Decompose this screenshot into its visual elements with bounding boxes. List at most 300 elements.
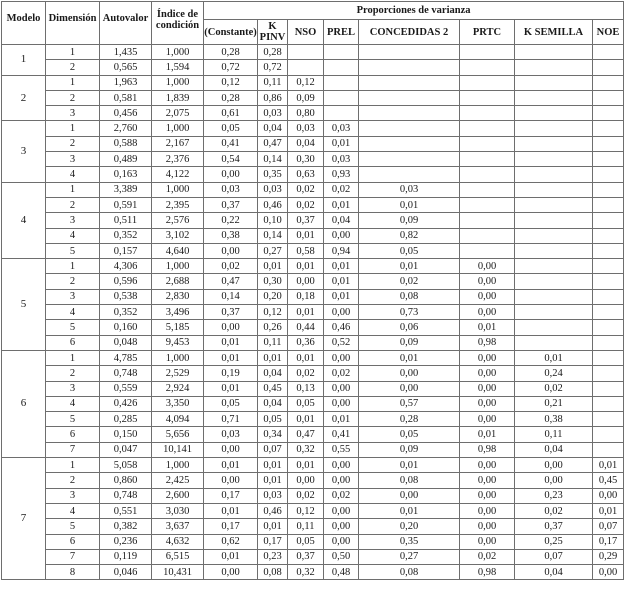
cell-kpinv: 0,11 xyxy=(258,335,288,350)
cell-constante: 0,00 xyxy=(204,565,258,580)
cell-autovalor: 0,581 xyxy=(100,90,152,105)
model-cell: 6 xyxy=(2,350,46,457)
cell-constante: 0,00 xyxy=(204,442,258,457)
cell-kpinv: 0,03 xyxy=(258,106,288,121)
cell-prtc: 0,00 xyxy=(460,458,515,473)
header-modelo: Modelo xyxy=(2,2,46,45)
cell-constante: 0,14 xyxy=(204,289,258,304)
cell-kpinv: 0,01 xyxy=(258,519,288,534)
cell-ksemilla: 0,04 xyxy=(515,565,593,580)
cell-indice: 3,496 xyxy=(152,305,204,320)
table-row xyxy=(2,60,624,75)
cell-concedidas2: 0,01 xyxy=(359,503,460,518)
table-row xyxy=(2,519,624,534)
cell-ksemilla xyxy=(515,45,593,60)
table-row xyxy=(2,243,624,258)
cell-constante: 0,19 xyxy=(204,366,258,381)
cell-constante: 0,01 xyxy=(204,381,258,396)
cell-ksemilla xyxy=(515,75,593,90)
table-row xyxy=(2,259,624,274)
cell-kpinv: 0,01 xyxy=(258,473,288,488)
cell-nso: 0,37 xyxy=(288,549,324,564)
cell-prtc xyxy=(460,167,515,182)
cell-kpinv: 0,07 xyxy=(258,442,288,457)
cell-dimension: 3 xyxy=(46,152,100,167)
cell-kpinv: 0,11 xyxy=(258,75,288,90)
cell-prtc: 0,00 xyxy=(460,381,515,396)
cell-prtc xyxy=(460,75,515,90)
cell-noe xyxy=(593,106,624,121)
table-row xyxy=(2,335,624,350)
cell-prel xyxy=(324,90,359,105)
cell-indice: 1,000 xyxy=(152,45,204,60)
cell-ksemilla xyxy=(515,167,593,182)
cell-noe xyxy=(593,75,624,90)
cell-prtc: 0,00 xyxy=(460,488,515,503)
cell-prtc: 0,00 xyxy=(460,259,515,274)
cell-constante: 0,22 xyxy=(204,213,258,228)
table-row xyxy=(2,442,624,457)
table-row xyxy=(2,213,624,228)
header-constante: (Constante) xyxy=(204,20,258,45)
table-row xyxy=(2,197,624,212)
cell-constante: 0,00 xyxy=(204,243,258,258)
cell-concedidas2 xyxy=(359,167,460,182)
cell-dimension: 1 xyxy=(46,182,100,197)
cell-prel: 0,00 xyxy=(324,534,359,549)
cell-prel: 0,48 xyxy=(324,565,359,580)
cell-dimension: 2 xyxy=(46,473,100,488)
cell-ksemilla: 0,07 xyxy=(515,549,593,564)
cell-prel: 0,52 xyxy=(324,335,359,350)
cell-constante: 0,03 xyxy=(204,182,258,197)
cell-prtc xyxy=(460,197,515,212)
cell-constante: 0,00 xyxy=(204,320,258,335)
cell-dimension: 5 xyxy=(46,412,100,427)
cell-autovalor: 0,150 xyxy=(100,427,152,442)
cell-kpinv: 0,45 xyxy=(258,381,288,396)
cell-dimension: 4 xyxy=(46,396,100,411)
cell-prtc xyxy=(460,243,515,258)
cell-concedidas2: 0,09 xyxy=(359,213,460,228)
header-prel: PREL xyxy=(324,20,359,45)
cell-prtc xyxy=(460,121,515,136)
cell-kpinv: 0,72 xyxy=(258,60,288,75)
cell-prtc: 0,00 xyxy=(460,350,515,365)
cell-dimension: 6 xyxy=(46,335,100,350)
table-row xyxy=(2,228,624,243)
cell-autovalor: 0,565 xyxy=(100,60,152,75)
cell-nso: 0,12 xyxy=(288,75,324,90)
cell-concedidas2: 0,01 xyxy=(359,458,460,473)
cell-prel: 0,02 xyxy=(324,366,359,381)
table-row xyxy=(2,503,624,518)
cell-constante: 0,17 xyxy=(204,519,258,534)
table-row xyxy=(2,167,624,182)
table-row xyxy=(2,350,624,365)
cell-dimension: 2 xyxy=(46,274,100,289)
cell-indice: 3,030 xyxy=(152,503,204,518)
cell-concedidas2: 0,02 xyxy=(359,274,460,289)
cell-noe xyxy=(593,427,624,442)
cell-prtc: 0,02 xyxy=(460,549,515,564)
cell-nso: 0,11 xyxy=(288,519,324,534)
cell-kpinv: 0,27 xyxy=(258,243,288,258)
cell-nso: 0,05 xyxy=(288,534,324,549)
cell-ksemilla xyxy=(515,182,593,197)
header-indice-line2: condición xyxy=(155,20,200,31)
cell-prel: 0,01 xyxy=(324,197,359,212)
cell-autovalor: 0,352 xyxy=(100,228,152,243)
cell-autovalor: 0,352 xyxy=(100,305,152,320)
cell-indice: 1,594 xyxy=(152,60,204,75)
cell-prel: 0,00 xyxy=(324,396,359,411)
cell-prtc xyxy=(460,136,515,151)
cell-prtc: 0,98 xyxy=(460,335,515,350)
cell-noe xyxy=(593,136,624,151)
cell-dimension: 1 xyxy=(46,259,100,274)
cell-indice: 2,688 xyxy=(152,274,204,289)
cell-nso: 0,12 xyxy=(288,503,324,518)
cell-concedidas2 xyxy=(359,106,460,121)
cell-indice: 2,425 xyxy=(152,473,204,488)
table-row xyxy=(2,488,624,503)
cell-autovalor: 0,596 xyxy=(100,274,152,289)
cell-nso: 0,32 xyxy=(288,442,324,457)
cell-concedidas2: 0,57 xyxy=(359,396,460,411)
cell-kpinv: 0,01 xyxy=(258,458,288,473)
cell-indice: 3,102 xyxy=(152,228,204,243)
cell-constante: 0,03 xyxy=(204,427,258,442)
cell-constante: 0,28 xyxy=(204,90,258,105)
cell-concedidas2: 0,08 xyxy=(359,473,460,488)
cell-autovalor: 0,551 xyxy=(100,503,152,518)
cell-kpinv: 0,05 xyxy=(258,412,288,427)
cell-concedidas2: 0,00 xyxy=(359,488,460,503)
cell-noe: 0,01 xyxy=(593,458,624,473)
header-concedidas2: CONCEDIDAS 2 xyxy=(359,20,460,45)
cell-dimension: 3 xyxy=(46,213,100,228)
cell-ksemilla: 0,01 xyxy=(515,350,593,365)
cell-prtc: 0,98 xyxy=(460,442,515,457)
cell-concedidas2: 0,00 xyxy=(359,366,460,381)
cell-kpinv: 0,46 xyxy=(258,503,288,518)
cell-concedidas2: 0,27 xyxy=(359,549,460,564)
table-row xyxy=(2,121,624,136)
cell-noe xyxy=(593,274,624,289)
cell-prtc: 0,01 xyxy=(460,427,515,442)
cell-noe xyxy=(593,60,624,75)
cell-noe xyxy=(593,213,624,228)
cell-nso: 0,02 xyxy=(288,488,324,503)
cell-autovalor: 0,591 xyxy=(100,197,152,212)
table-row xyxy=(2,45,624,60)
cell-dimension: 6 xyxy=(46,534,100,549)
cell-autovalor: 0,748 xyxy=(100,488,152,503)
cell-dimension: 1 xyxy=(46,458,100,473)
cell-autovalor: 1,963 xyxy=(100,75,152,90)
cell-autovalor: 0,538 xyxy=(100,289,152,304)
cell-prel xyxy=(324,75,359,90)
model-cell: 5 xyxy=(2,259,46,351)
cell-constante: 0,01 xyxy=(204,503,258,518)
cell-indice: 1,839 xyxy=(152,90,204,105)
cell-indice: 10,141 xyxy=(152,442,204,457)
cell-concedidas2: 0,01 xyxy=(359,197,460,212)
cell-autovalor: 0,285 xyxy=(100,412,152,427)
cell-noe xyxy=(593,45,624,60)
cell-ksemilla: 0,25 xyxy=(515,534,593,549)
cell-prtc: 0,00 xyxy=(460,289,515,304)
cell-ksemilla: 0,21 xyxy=(515,396,593,411)
cell-autovalor: 0,588 xyxy=(100,136,152,151)
cell-noe: 0,00 xyxy=(593,565,624,580)
cell-prtc: 0,00 xyxy=(460,396,515,411)
cell-noe: 0,17 xyxy=(593,534,624,549)
cell-prel: 0,93 xyxy=(324,167,359,182)
cell-constante: 0,05 xyxy=(204,396,258,411)
cell-ksemilla xyxy=(515,320,593,335)
cell-noe xyxy=(593,335,624,350)
cell-concedidas2: 0,28 xyxy=(359,412,460,427)
cell-noe: 0,45 xyxy=(593,473,624,488)
cell-ksemilla xyxy=(515,197,593,212)
table-row xyxy=(2,136,624,151)
cell-nso xyxy=(288,45,324,60)
header-kpinv-line1: K xyxy=(268,21,277,32)
cell-prtc: 0,98 xyxy=(460,565,515,580)
cell-concedidas2: 0,20 xyxy=(359,519,460,534)
table-row xyxy=(2,565,624,580)
cell-kpinv: 0,17 xyxy=(258,534,288,549)
cell-indice: 2,600 xyxy=(152,488,204,503)
cell-nso: 0,36 xyxy=(288,335,324,350)
cell-indice: 1,000 xyxy=(152,182,204,197)
cell-prtc: 0,00 xyxy=(460,274,515,289)
model-cell: 4 xyxy=(2,182,46,258)
cell-dimension: 6 xyxy=(46,427,100,442)
cell-prtc: 0,01 xyxy=(460,320,515,335)
cell-noe xyxy=(593,197,624,212)
cell-nso: 0,37 xyxy=(288,213,324,228)
cell-prtc: 0,00 xyxy=(460,473,515,488)
table-row xyxy=(2,473,624,488)
cell-prel: 0,55 xyxy=(324,442,359,457)
cell-autovalor: 4,306 xyxy=(100,259,152,274)
cell-kpinv: 0,47 xyxy=(258,136,288,151)
cell-indice: 1,000 xyxy=(152,121,204,136)
cell-concedidas2 xyxy=(359,60,460,75)
table-row xyxy=(2,320,624,335)
cell-nso: 0,01 xyxy=(288,458,324,473)
cell-constante: 0,37 xyxy=(204,305,258,320)
cell-noe: 0,00 xyxy=(593,488,624,503)
cell-constante: 0,37 xyxy=(204,197,258,212)
cell-concedidas2 xyxy=(359,75,460,90)
cell-noe: 0,01 xyxy=(593,503,624,518)
cell-prtc xyxy=(460,106,515,121)
cell-nso xyxy=(288,60,324,75)
model-cell: 1 xyxy=(2,45,46,76)
cell-autovalor: 1,435 xyxy=(100,45,152,60)
cell-concedidas2 xyxy=(359,121,460,136)
cell-dimension: 4 xyxy=(46,167,100,182)
cell-indice: 10,431 xyxy=(152,565,204,580)
cell-nso: 0,47 xyxy=(288,427,324,442)
cell-concedidas2: 0,01 xyxy=(359,350,460,365)
cell-nso: 0,30 xyxy=(288,152,324,167)
cell-ksemilla: 0,00 xyxy=(515,458,593,473)
cell-constante: 0,12 xyxy=(204,75,258,90)
cell-concedidas2: 0,09 xyxy=(359,442,460,457)
cell-constante: 0,01 xyxy=(204,335,258,350)
cell-ksemilla: 0,37 xyxy=(515,519,593,534)
cell-dimension: 5 xyxy=(46,243,100,258)
cell-autovalor: 3,389 xyxy=(100,182,152,197)
cell-constante: 0,00 xyxy=(204,473,258,488)
cell-noe xyxy=(593,259,624,274)
cell-noe xyxy=(593,243,624,258)
cell-kpinv: 0,46 xyxy=(258,197,288,212)
cell-concedidas2: 0,35 xyxy=(359,534,460,549)
cell-concedidas2 xyxy=(359,45,460,60)
cell-dimension: 1 xyxy=(46,75,100,90)
cell-autovalor: 0,236 xyxy=(100,534,152,549)
cell-autovalor: 0,047 xyxy=(100,442,152,457)
cell-indice: 4,094 xyxy=(152,412,204,427)
cell-nso: 0,02 xyxy=(288,197,324,212)
cell-prtc: 0,00 xyxy=(460,534,515,549)
cell-prel: 0,00 xyxy=(324,350,359,365)
table-row xyxy=(2,106,624,121)
cell-autovalor: 5,058 xyxy=(100,458,152,473)
cell-prel: 0,01 xyxy=(324,136,359,151)
cell-ksemilla xyxy=(515,305,593,320)
cell-nso: 0,02 xyxy=(288,182,324,197)
cell-indice: 2,167 xyxy=(152,136,204,151)
cell-concedidas2: 0,08 xyxy=(359,565,460,580)
table-row xyxy=(2,182,624,197)
header-dimension: Dimensión xyxy=(46,2,100,45)
cell-kpinv: 0,12 xyxy=(258,305,288,320)
cell-concedidas2: 0,06 xyxy=(359,320,460,335)
cell-constante: 0,72 xyxy=(204,60,258,75)
cell-indice: 4,122 xyxy=(152,167,204,182)
cell-ksemilla xyxy=(515,90,593,105)
cell-indice: 2,395 xyxy=(152,197,204,212)
cell-indice: 3,637 xyxy=(152,519,204,534)
cell-autovalor: 0,163 xyxy=(100,167,152,182)
cell-concedidas2: 0,00 xyxy=(359,381,460,396)
cell-indice: 1,000 xyxy=(152,350,204,365)
cell-prel: 0,01 xyxy=(324,412,359,427)
cell-concedidas2 xyxy=(359,90,460,105)
cell-autovalor: 0,157 xyxy=(100,243,152,258)
cell-ksemilla xyxy=(515,335,593,350)
table-row xyxy=(2,427,624,442)
cell-dimension: 2 xyxy=(46,136,100,151)
cell-nso: 0,01 xyxy=(288,259,324,274)
cell-prel: 0,50 xyxy=(324,549,359,564)
cell-prel: 0,00 xyxy=(324,503,359,518)
cell-kpinv: 0,30 xyxy=(258,274,288,289)
cell-indice: 2,529 xyxy=(152,366,204,381)
cell-ksemilla xyxy=(515,152,593,167)
variance-proportions-table xyxy=(1,1,624,580)
cell-dimension: 4 xyxy=(46,228,100,243)
cell-dimension: 3 xyxy=(46,488,100,503)
cell-kpinv: 0,04 xyxy=(258,366,288,381)
cell-kpinv: 0,86 xyxy=(258,90,288,105)
cell-kpinv: 0,03 xyxy=(258,182,288,197)
cell-kpinv: 0,01 xyxy=(258,350,288,365)
cell-noe xyxy=(593,90,624,105)
cell-prel: 0,03 xyxy=(324,152,359,167)
cell-noe xyxy=(593,167,624,182)
cell-nso: 0,05 xyxy=(288,396,324,411)
cell-kpinv: 0,20 xyxy=(258,289,288,304)
cell-prel: 0,00 xyxy=(324,473,359,488)
cell-kpinv: 0,28 xyxy=(258,45,288,60)
cell-ksemilla: 0,02 xyxy=(515,503,593,518)
cell-prtc xyxy=(460,152,515,167)
cell-nso: 0,80 xyxy=(288,106,324,121)
cell-indice: 2,075 xyxy=(152,106,204,121)
cell-autovalor: 0,048 xyxy=(100,335,152,350)
cell-constante: 0,01 xyxy=(204,458,258,473)
cell-ksemilla xyxy=(515,274,593,289)
cell-noe xyxy=(593,366,624,381)
table-row xyxy=(2,75,624,90)
table-row xyxy=(2,534,624,549)
cell-prel: 0,01 xyxy=(324,259,359,274)
cell-dimension: 7 xyxy=(46,549,100,564)
cell-indice: 1,000 xyxy=(152,75,204,90)
cell-constante: 0,02 xyxy=(204,259,258,274)
table-row xyxy=(2,274,624,289)
table-body xyxy=(2,45,624,580)
cell-indice: 2,376 xyxy=(152,152,204,167)
cell-noe xyxy=(593,289,624,304)
cell-ksemilla xyxy=(515,60,593,75)
cell-prtc: 0,00 xyxy=(460,305,515,320)
cell-concedidas2: 0,05 xyxy=(359,243,460,258)
cell-prel xyxy=(324,106,359,121)
cell-indice: 2,576 xyxy=(152,213,204,228)
cell-nso: 0,01 xyxy=(288,412,324,427)
table-row xyxy=(2,289,624,304)
cell-noe xyxy=(593,121,624,136)
table-row xyxy=(2,381,624,396)
cell-ksemilla xyxy=(515,228,593,243)
cell-ksemilla: 0,11 xyxy=(515,427,593,442)
cell-constante: 0,05 xyxy=(204,121,258,136)
model-cell: 3 xyxy=(2,121,46,182)
table-row xyxy=(2,412,624,427)
cell-noe xyxy=(593,152,624,167)
cell-dimension: 2 xyxy=(46,197,100,212)
cell-concedidas2: 0,73 xyxy=(359,305,460,320)
cell-dimension: 4 xyxy=(46,503,100,518)
cell-prel: 0,01 xyxy=(324,289,359,304)
cell-concedidas2: 0,03 xyxy=(359,182,460,197)
cell-dimension: 1 xyxy=(46,350,100,365)
cell-kpinv: 0,04 xyxy=(258,121,288,136)
cell-dimension: 3 xyxy=(46,106,100,121)
cell-prtc: 0,00 xyxy=(460,503,515,518)
cell-nso: 0,01 xyxy=(288,305,324,320)
cell-nso: 0,44 xyxy=(288,320,324,335)
